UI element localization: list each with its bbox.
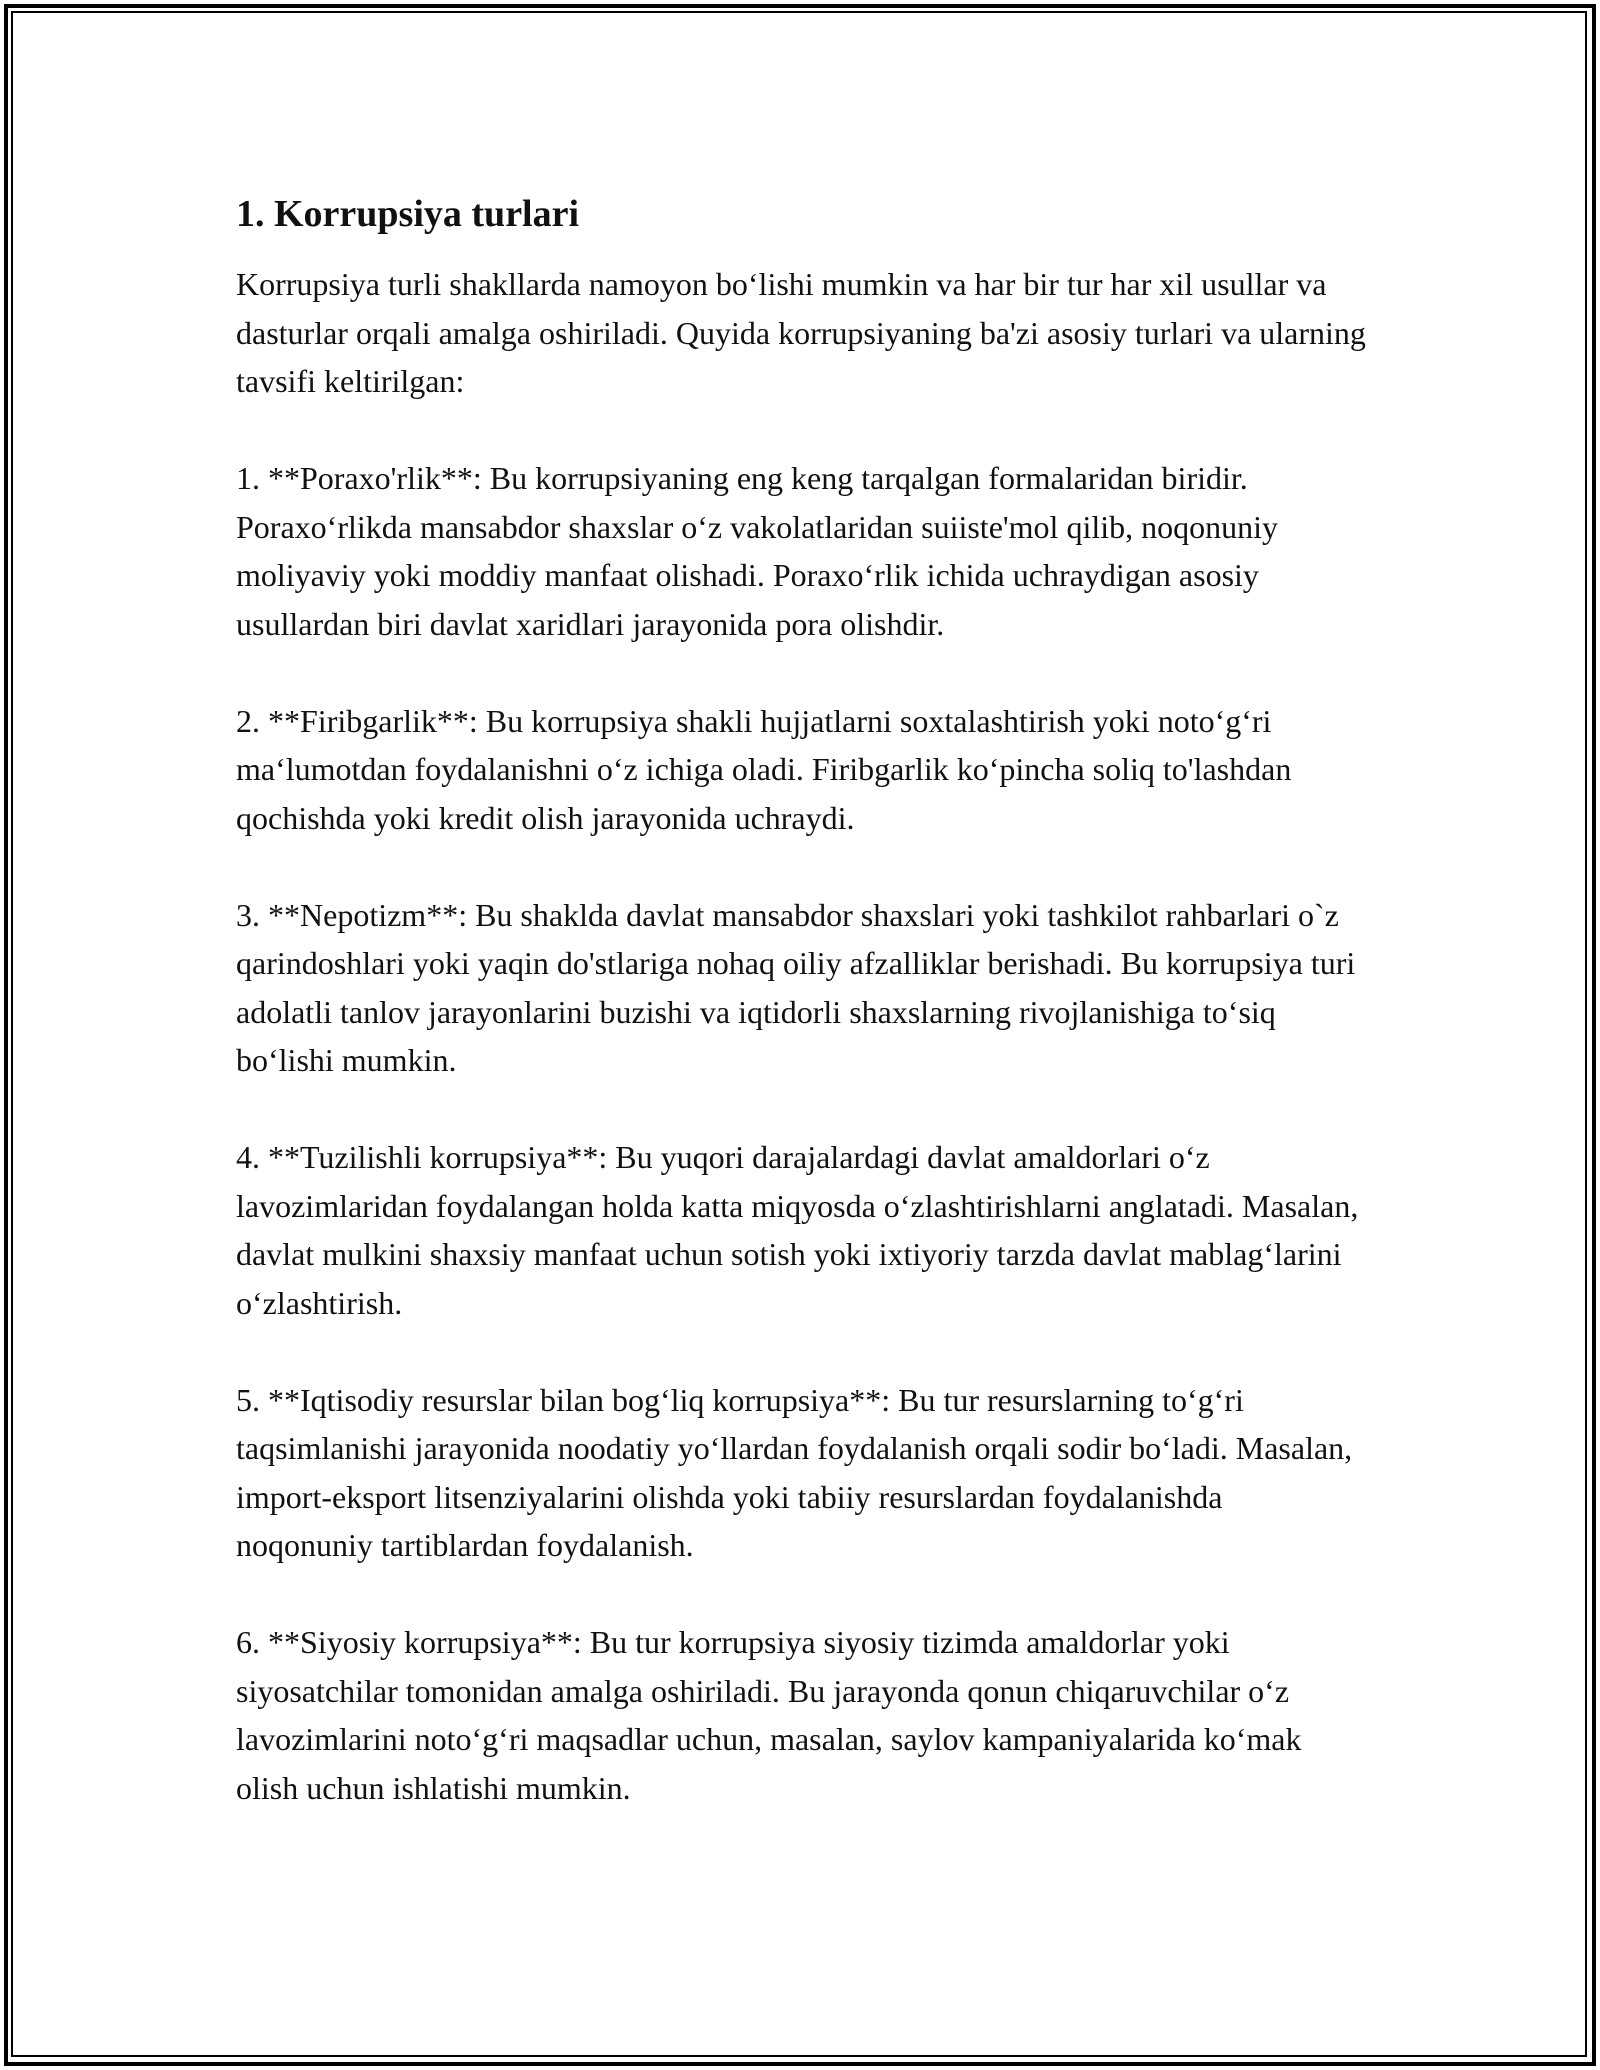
document-title: 1. Korrupsiya turlari (236, 193, 580, 235)
intro-paragraph: Korrupsiya turli shakllarda namoyon bo‘lishi mumkin va har bir tur har xil usullar va dasturlar orqali amalga oshiriladi. Quyida korrupsiyaning ba'zi asosiy turlari va ularning tavsifi keltirilgan: (236, 266, 1366, 399)
paragraph-iqtisodiy-resurslar: 5. **Iqtisodiy resurslar bilan bog‘liq korrupsiya**: Bu tur resurslarning to‘g‘ri taqsimlanishi jarayonida noodatiy yo‘llardan foydalanish orqali sodir bo‘ladi. Masalan, import-eksport litsenziyalarini olishda yoki tabiiy resurslardan foydalanishda noqonuniy tartiblardan foydalanish. (236, 1381, 1353, 1563)
paragraph-tuzilishli-korrupsiya: 4. **Tuzilishli korrupsiya**: Bu yuqori darajalardagi davlat amaldorlari o‘z lavozimlaridan foydalangan holda katta miqyosda o‘zlashtirishlarni anglatadi. Masalan, davlat mulkini shaxsiy manfaat uchun sotish yoki ixtiyoriy tarzda davlat mablag‘larini o‘zlashtirish. (236, 1139, 1359, 1321)
paragraph-firibgarlik: 2. **Firibgarlik**: Bu korrupsiya shakli hujjatlarni soxtalashtirish yoki noto‘g‘ri ma‘lumotdan foydalanishni o‘z ichiga oladi. Firibgarlik ko‘pincha soliq to'lashdan qochishda yoki kredit olish jarayonida uchraydi. (236, 702, 1292, 836)
paragraph-poraxorlik: 1. **Poraxo'rlik**: Bu korrupsiyaning eng keng tarqalgan formalaridan biridir. Poraxo‘rlikda mansabdor shaxslar o‘z vakolatlaridan suiiste'mol qilib, noqonuniy moliyaviy yoki moddiy manfaat olishadi. Poraxo‘rlik ichida uchraydigan asosiy usullardan biri davlat xaridlari jarayonida pora olishdir. (236, 460, 1278, 642)
paragraph-nepotizm: 3. **Nepotizm**: Bu shaklda davlat mansabdor shaxslari yoki tashkilot rahbarlari o`z qarindoshlari yoki yaqin do'stlariga nohaq oiliy afzalliklar berishadi. Bu korrupsiya turi adolatli tanlov jarayonlarini buzishi va iqtidorli shaxslarning rivojlanishiga to‘siq bo‘lishi mumkin. (236, 896, 1356, 1078)
paragraph-siyosiy-korrupsiya: 6. **Siyosiy korrupsiya**: Bu tur korrupsiya siyosiy tizimda amaldorlar yoki siyosatchilar tomonidan amalga oshiriladi. Bu jarayonda qonun chiqaruvchilar o‘z lavozimlarini noto‘g‘ri maqsadlar uchun, masalan, saylov kampaniyalarida ko‘mak olish uchun ishlatishi mumkin. (236, 1624, 1302, 1806)
document-body (236, 190, 1366, 1861)
